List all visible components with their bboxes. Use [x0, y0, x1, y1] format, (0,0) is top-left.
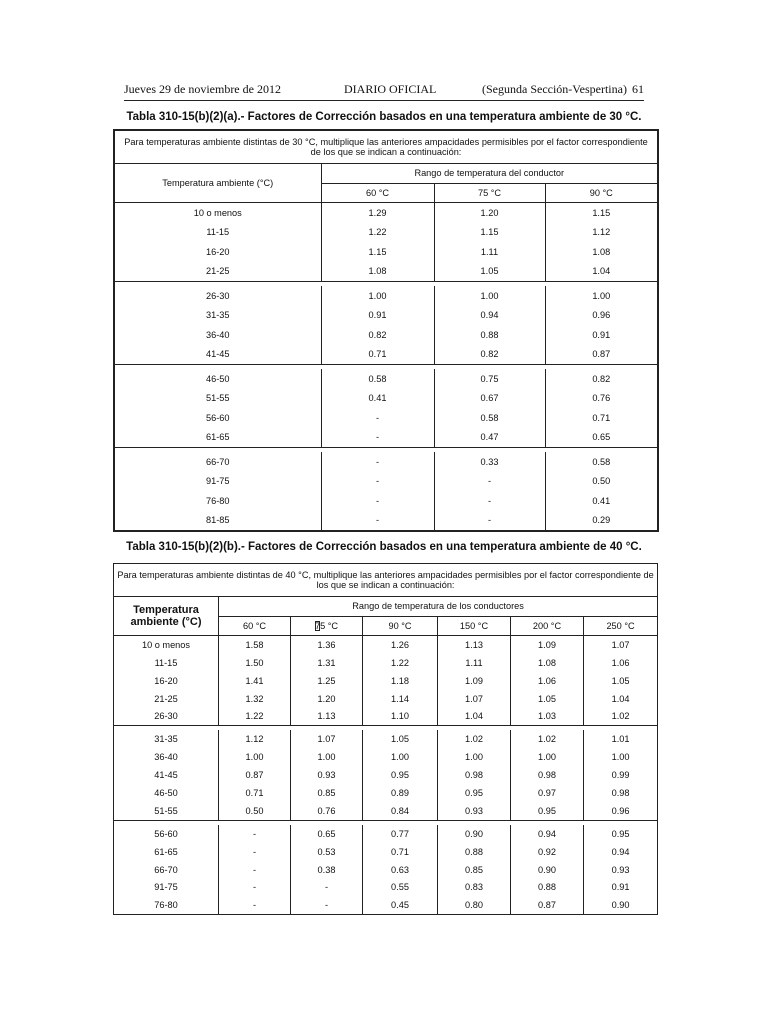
table-row — [114, 491, 658, 511]
factor-cell: 0.55 — [363, 879, 438, 897]
factor-cell: 0.95 — [438, 784, 511, 802]
temperature-range-cell: 81-85 — [206, 515, 230, 526]
table2-range-header: Rango de temperatura de los conductores — [219, 597, 658, 617]
text-cursor-highlight: 7 — [314, 620, 321, 631]
temperature-range-cell: 46-50 — [206, 373, 230, 384]
factor-cell: 0.95 — [511, 802, 584, 820]
table1-col-header: 90 °C — [545, 184, 658, 203]
table2-col-header: 75 °C — [291, 617, 363, 636]
factor-cell: 1.00 — [363, 748, 438, 766]
factor-cell: 0.93 — [291, 766, 363, 784]
factor-cell: 0.97 — [511, 784, 584, 802]
factor-cell: 0.53 — [291, 843, 363, 861]
factor-cell: - — [434, 472, 545, 492]
factor-cell: 1.22 — [321, 223, 434, 243]
factor-cell: 1.00 — [584, 748, 658, 766]
temperature-range-cell: 76-80 — [154, 900, 178, 911]
temperature-range-cell: 91-75 — [154, 882, 178, 893]
header-date: Jueves 29 de noviembre de 2012 — [124, 82, 281, 96]
table-row — [114, 784, 658, 802]
factor-cell: 0.95 — [363, 766, 438, 784]
table-row — [114, 690, 658, 708]
table2-col-header: 60 °C — [219, 617, 291, 636]
factor-cell: 0.80 — [438, 896, 511, 914]
factor-cell: 1.13 — [291, 708, 363, 726]
factor-cell: 1.01 — [584, 730, 658, 748]
factor-cell: 1.00 — [321, 286, 434, 306]
factor-cell: 1.06 — [584, 654, 658, 672]
factor-cell: 0.91 — [321, 306, 434, 326]
factor-cell: 1.03 — [511, 708, 584, 726]
factor-cell: 0.58 — [434, 408, 545, 428]
factor-cell: 1.05 — [584, 672, 658, 690]
table-row — [114, 896, 658, 914]
factor-cell: 1.02 — [584, 708, 658, 726]
temperature-range-cell: 36-40 — [154, 752, 178, 763]
table2-col-header: 250 °C — [584, 617, 658, 636]
temperature-range-cell: 21-25 — [206, 266, 230, 277]
table-row — [114, 879, 658, 897]
header-page-number: 61 — [632, 82, 644, 96]
factor-cell: - — [321, 472, 434, 492]
factor-cell: 0.71 — [545, 408, 658, 428]
factor-cell: 1.00 — [291, 748, 363, 766]
factor-cell: 1.36 — [291, 636, 363, 654]
factor-cell: 1.00 — [434, 286, 545, 306]
temperature-range-cell: 26-30 — [154, 711, 178, 722]
table-row — [114, 452, 658, 472]
temperature-range-cell: 66-70 — [154, 864, 178, 875]
factor-cell: 0.92 — [511, 843, 584, 861]
table1-ambient-header: Temperatura ambiente (°C) — [114, 164, 321, 203]
factor-cell: 0.85 — [291, 784, 363, 802]
temperature-range-cell: 16-20 — [154, 675, 178, 686]
table-row — [114, 654, 658, 672]
table-row — [114, 708, 658, 726]
factor-cell: 0.47 — [434, 428, 545, 448]
factor-cell: 0.98 — [438, 766, 511, 784]
table1-caption: Tabla 310-15(b)(2)(a).- Factores de Corrección basados en una temperatura ambiente de 30 °C. — [126, 111, 642, 123]
factor-cell: 0.89 — [363, 784, 438, 802]
header-journal: DIARIO OFICIAL — [344, 82, 437, 96]
factor-cell: 1.05 — [363, 730, 438, 748]
factor-cell: 0.91 — [584, 879, 658, 897]
table2-note: Para temperaturas ambiente distintas de 40 °C, multiplique las anteriores ampacidades permisibles por el factor correspondiente de los que se indican a continuación: — [114, 564, 658, 597]
temperature-range-cell: 76-80 — [206, 495, 230, 506]
table-row — [114, 203, 658, 223]
factor-cell: 1.08 — [511, 654, 584, 672]
factor-cell: 0.85 — [438, 861, 511, 879]
table-row — [114, 408, 658, 428]
factor-cell: - — [219, 861, 291, 879]
factor-cell: 1.07 — [291, 730, 363, 748]
table1 — [113, 129, 659, 532]
factor-cell: 0.38 — [291, 861, 363, 879]
factor-cell: - — [321, 452, 434, 472]
factor-cell: 1.05 — [511, 690, 584, 708]
factor-cell: 1.09 — [438, 672, 511, 690]
factor-cell: 0.88 — [438, 843, 511, 861]
table2 — [113, 563, 658, 915]
table-row — [114, 766, 658, 784]
factor-cell: 1.29 — [321, 203, 434, 223]
temperature-range-cell: 11-15 — [154, 657, 178, 668]
table2-caption: Tabla 310-15(b)(2)(b).- Factores de Corrección basados en una temperatura ambiente de 40 °C. — [126, 541, 642, 553]
factor-cell: 1.02 — [438, 730, 511, 748]
table-row — [114, 428, 658, 448]
table-row — [114, 511, 658, 532]
factor-cell: 1.12 — [219, 730, 291, 748]
factor-cell: 1.08 — [321, 262, 434, 282]
factor-cell: - — [219, 879, 291, 897]
factor-cell: 0.91 — [545, 325, 658, 345]
table1-col-header: 60 °C — [321, 184, 434, 203]
table1-range-header: Rango de temperatura del conductor — [321, 164, 658, 184]
factor-cell: 0.58 — [321, 369, 434, 389]
table-row — [114, 825, 658, 843]
factor-cell: 1.20 — [434, 203, 545, 223]
temperature-range-cell: 56-60 — [206, 412, 230, 423]
temperature-range-cell: 46-50 — [154, 788, 178, 799]
temperature-range-cell: 10 o menos — [141, 639, 190, 650]
factor-cell: 1.05 — [434, 262, 545, 282]
factor-cell: 0.88 — [434, 325, 545, 345]
table-row — [114, 345, 658, 365]
temperature-range-cell: 11-15 — [206, 227, 230, 238]
factor-cell: 0.71 — [219, 784, 291, 802]
factor-cell: 1.32 — [219, 690, 291, 708]
factor-cell: 0.87 — [511, 896, 584, 914]
factor-cell: 1.18 — [363, 672, 438, 690]
factor-cell: 0.29 — [545, 511, 658, 532]
factor-cell: 0.87 — [219, 766, 291, 784]
factor-cell: - — [321, 408, 434, 428]
factor-cell: - — [291, 896, 363, 914]
table1-col-header: 75 °C — [434, 184, 545, 203]
factor-cell: 0.71 — [321, 345, 434, 365]
factor-cell: 1.22 — [363, 654, 438, 672]
factor-cell: 1.04 — [584, 690, 658, 708]
factor-cell: 0.90 — [438, 825, 511, 843]
factor-cell: 1.14 — [363, 690, 438, 708]
factor-cell: 1.04 — [545, 262, 658, 282]
factor-cell: 1.08 — [545, 242, 658, 262]
factor-cell: 0.65 — [291, 825, 363, 843]
factor-cell: 1.04 — [438, 708, 511, 726]
factor-cell: 1.06 — [511, 672, 584, 690]
factor-cell: 1.25 — [291, 672, 363, 690]
temperature-range-cell: 16-20 — [206, 246, 230, 257]
table2-col-header: 150 °C — [438, 617, 511, 636]
factor-cell: - — [219, 843, 291, 861]
factor-cell: - — [434, 511, 545, 532]
factor-cell: 1.22 — [219, 708, 291, 726]
factor-cell: - — [321, 428, 434, 448]
factor-cell: - — [219, 825, 291, 843]
factor-cell: 0.90 — [584, 896, 658, 914]
table-row — [114, 748, 658, 766]
table2-col-header: 200 °C — [511, 617, 584, 636]
factor-cell: 0.50 — [219, 802, 291, 820]
factor-cell: 0.63 — [363, 861, 438, 879]
factor-cell: 1.00 — [545, 286, 658, 306]
factor-cell: 1.26 — [363, 636, 438, 654]
factor-cell: 0.84 — [363, 802, 438, 820]
header-section: (Segunda Sección-Vespertina) — [482, 82, 627, 96]
factor-cell: - — [219, 896, 291, 914]
factor-cell: 0.67 — [434, 389, 545, 409]
factor-cell: 0.94 — [584, 843, 658, 861]
factor-cell: 0.93 — [438, 802, 511, 820]
factor-cell: 1.20 — [291, 690, 363, 708]
factor-cell: 1.41 — [219, 672, 291, 690]
temperature-range-cell: 26-30 — [206, 290, 230, 301]
temperature-range-cell: 61-65 — [154, 846, 178, 857]
factor-cell: 0.88 — [511, 879, 584, 897]
table2-col-header: 90 °C — [363, 617, 438, 636]
temperature-range-cell: 10 o menos — [193, 207, 242, 218]
factor-cell: 0.82 — [545, 369, 658, 389]
temperature-range-cell: 91-75 — [206, 476, 230, 487]
factor-cell: 0.76 — [291, 802, 363, 820]
factor-cell: 0.71 — [363, 843, 438, 861]
factor-cell: 0.82 — [321, 325, 434, 345]
factor-cell: - — [321, 491, 434, 511]
temperature-range-cell: 21-25 — [154, 693, 178, 704]
table2-ambient-header: Temperatura ambiente (°C) — [114, 597, 219, 636]
factor-cell: - — [434, 491, 545, 511]
factor-cell: 1.00 — [438, 748, 511, 766]
page-header — [124, 82, 644, 101]
table-row — [114, 843, 658, 861]
factor-cell: 1.00 — [219, 748, 291, 766]
factor-cell: 1.10 — [363, 708, 438, 726]
factor-cell: 1.11 — [438, 654, 511, 672]
factor-cell: 0.58 — [545, 452, 658, 472]
factor-cell: 0.96 — [545, 306, 658, 326]
factor-cell: 1.00 — [511, 748, 584, 766]
factor-cell: 0.87 — [545, 345, 658, 365]
temperature-range-cell: 36-40 — [206, 329, 230, 340]
table-row — [114, 325, 658, 345]
temperature-range-cell: 41-45 — [154, 770, 178, 781]
factor-cell: 1.15 — [434, 223, 545, 243]
table-row — [114, 672, 658, 690]
factor-cell: 0.76 — [545, 389, 658, 409]
factor-cell: - — [291, 879, 363, 897]
temperature-range-cell: 56-60 — [154, 828, 178, 839]
table-row — [114, 286, 658, 306]
factor-cell: - — [321, 511, 434, 532]
table-row — [114, 730, 658, 748]
factor-cell: 0.41 — [545, 491, 658, 511]
factor-cell: 0.96 — [584, 802, 658, 820]
table-row — [114, 802, 658, 820]
table-row — [114, 389, 658, 409]
factor-cell: 0.50 — [545, 472, 658, 492]
factor-cell: 1.50 — [219, 654, 291, 672]
factor-cell: 1.07 — [584, 636, 658, 654]
factor-cell: 0.98 — [511, 766, 584, 784]
factor-cell: 0.90 — [511, 861, 584, 879]
factor-cell: 0.95 — [584, 825, 658, 843]
factor-cell: 0.41 — [321, 389, 434, 409]
factor-cell: 0.65 — [545, 428, 658, 448]
factor-cell: 1.31 — [291, 654, 363, 672]
table-row — [114, 242, 658, 262]
factor-cell: 0.93 — [584, 861, 658, 879]
factor-cell: 0.77 — [363, 825, 438, 843]
table-row — [114, 306, 658, 326]
factor-cell: 0.33 — [434, 452, 545, 472]
factor-cell: 0.82 — [434, 345, 545, 365]
temperature-range-cell: 51-55 — [154, 805, 178, 816]
table1-note: Para temperaturas ambiente distintas de 30 °C, multiplique las anteriores ampacidades permisibles por el factor correspondiente de los que se indican a continuación: — [114, 130, 658, 164]
temperature-range-cell: 31-35 — [206, 310, 230, 321]
factor-cell: 0.98 — [584, 784, 658, 802]
factor-cell: 0.94 — [511, 825, 584, 843]
factor-cell: 1.11 — [434, 242, 545, 262]
factor-cell: 0.45 — [363, 896, 438, 914]
factor-cell: 1.58 — [219, 636, 291, 654]
factor-cell: 1.02 — [511, 730, 584, 748]
table-row — [114, 636, 658, 654]
table-row — [114, 223, 658, 243]
factor-cell: 0.94 — [434, 306, 545, 326]
temperature-range-cell: 31-35 — [154, 734, 178, 745]
table-row — [114, 861, 658, 879]
factor-cell: 0.99 — [584, 766, 658, 784]
factor-cell: 1.09 — [511, 636, 584, 654]
factor-cell: 1.15 — [545, 203, 658, 223]
factor-cell: 1.15 — [321, 242, 434, 262]
table-row — [114, 472, 658, 492]
factor-cell: 0.83 — [438, 879, 511, 897]
temperature-range-cell: 51-55 — [206, 393, 230, 404]
table-row — [114, 262, 658, 282]
factor-cell: 1.12 — [545, 223, 658, 243]
temperature-range-cell: 61-65 — [206, 432, 230, 443]
factor-cell: 1.13 — [438, 636, 511, 654]
factor-cell: 0.75 — [434, 369, 545, 389]
factor-cell: 1.07 — [438, 690, 511, 708]
temperature-range-cell: 66-70 — [206, 456, 230, 467]
temperature-range-cell: 41-45 — [206, 349, 230, 360]
table-row — [114, 369, 658, 389]
